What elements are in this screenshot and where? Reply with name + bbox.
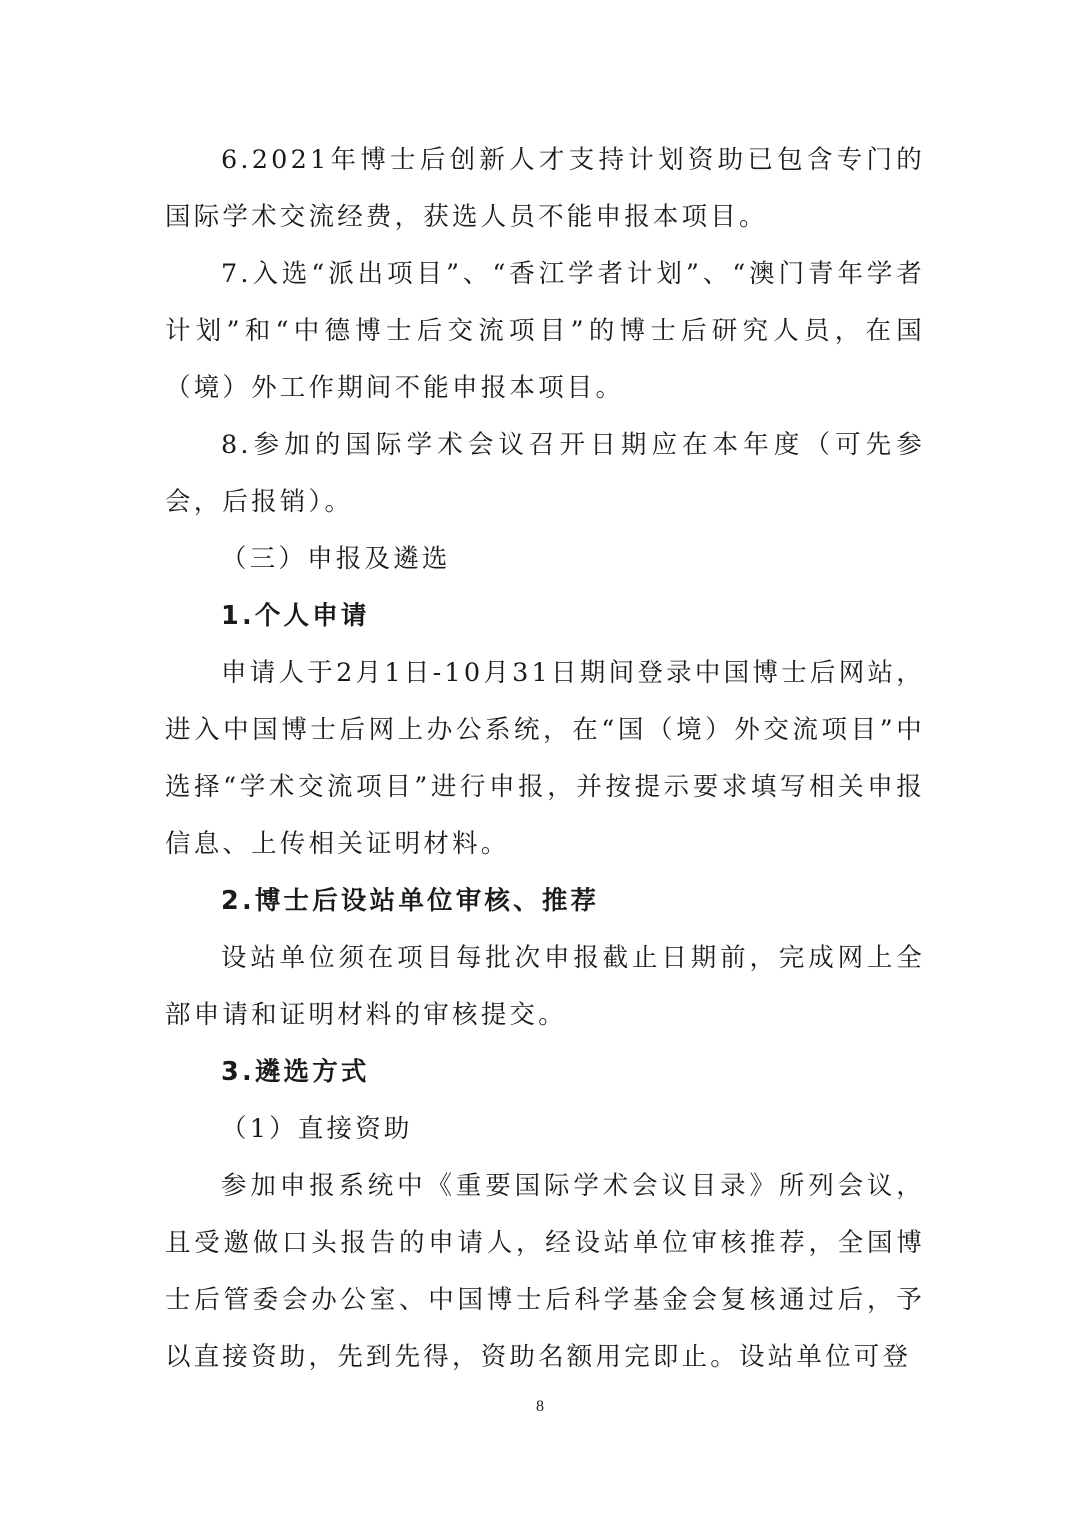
- paragraph-unit-review: 设站单位须在项目每批次申报截止日期前，完成网上全部申请和证明材料的审核提交。: [165, 943, 925, 1030]
- subsection-heading-unit-review: 2.博士后设站单位审核、推荐: [221, 886, 600, 916]
- paragraph-personal-application: 申请人于2月1日-10月31日期间登录中国博士后网站，进入中国博士后网上办公系统，在“国（境）外交流项目”中选择“学术交流项目”进行申报，并按提示要求填写相关申报信息、上传相关证明材料。: [165, 658, 925, 859]
- subsection-heading-selection-method: 3.遴选方式: [221, 1057, 370, 1087]
- paragraph-direct-funding: 参加申报系统中《重要国际学术会议目录》所列会议，且受邀做口头报告的申请人，经设站单位审核推荐，全国博士后管委会办公室、中国博士后科学基金会复核通过后，予以直接资助，先到先得，资助名额用完即止。设站单位可登: [165, 1171, 925, 1372]
- paragraph-direct-funding-label: （1）直接资助: [221, 1114, 413, 1144]
- paragraph-item-8: 8.参加的国际学术会议召开日期应在本年度（可先参会，后报销）。: [165, 430, 925, 517]
- section-heading-application-selection: （三）申报及遴选: [221, 544, 451, 574]
- paragraph-item-7: 7.入选“派出项目”、“香江学者计划”、“澳门青年学者计划”和“中德博士后交流项目”的博士后研究人员，在国（境）外工作期间不能申报本项目。: [165, 259, 925, 403]
- document-body: [165, 132, 925, 1386]
- page-number: 8: [536, 1398, 544, 1415]
- paragraph-item-6: 6.2021年博士后创新人才支持计划资助已包含专门的国际学术交流经费，获选人员不能申报本项目。: [165, 145, 925, 232]
- subsection-heading-personal-application: 1.个人申请: [221, 601, 370, 631]
